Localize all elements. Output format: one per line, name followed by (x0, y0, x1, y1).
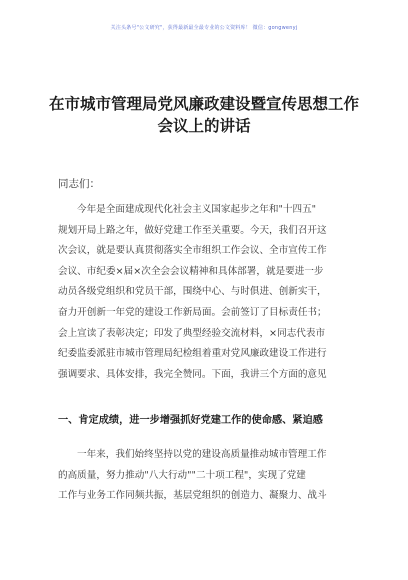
paragraph-line: 奋力开创新一年党的建设工作新局面。会前签订了目标责任书； (58, 306, 327, 318)
paragraph-line: 规划开局上路之年，做好党建工作至关重要。今天，我们召开这 (58, 224, 327, 236)
paragraph-line: 纪委监委派驻市城市管理局纪检组着重对党风廉政建设工作进行 (58, 348, 327, 360)
section-heading-1: 一、肯定成绩，进一步增强抓好党建工作的使命感、紧迫感 (58, 414, 323, 426)
document-title (40, 93, 368, 137)
promo-banner: 关注头条号"公文研究"，获得最新最全最专业的公文资料库！ 微信：gongwenyj (110, 25, 298, 31)
title-line-2: 会议上的讲话 (157, 116, 251, 135)
paragraph-1 (58, 200, 358, 385)
paragraph-line: 动员各级党组织和党员干部，围绕中心、与时俱进、创新实干， (58, 286, 327, 298)
paragraph-line: 强调要求、具体安排，我完全赞同。下面，我讲三个方面的意见 (58, 368, 327, 380)
paragraph-line: 的高质量，努力推动"八大行动""二十项工程"，实现了党建 (58, 469, 306, 481)
paragraph-line: 工作与业务工作同频共振，基层党组织的创造力、凝聚力、战斗 (58, 490, 327, 502)
paragraph-line: 会议、市纪委×届×次全会会议精神和具体部署，就是要进一步 (58, 265, 324, 277)
paragraph-2 (58, 445, 358, 507)
paragraph-line: 会上宣读了表彰决定；印发了典型经验交流材料，×同志代表市 (58, 327, 326, 339)
title-line-1: 在市城市管理局党风廉政建设暨宣传思想工作 (48, 94, 359, 113)
paragraph-line: 次会议，就是要认真贯彻落实全市组织工作会议、全市宣传工作 (58, 245, 327, 257)
paragraph-line: 今年是全面建成现代化社会主义国家起步之年和"十四五" (77, 204, 317, 215)
paragraph-line: 一年来，我们始终坚持以党的建设高质量推动城市管理工作 (77, 449, 327, 460)
salutation: 同志们： (58, 178, 100, 190)
